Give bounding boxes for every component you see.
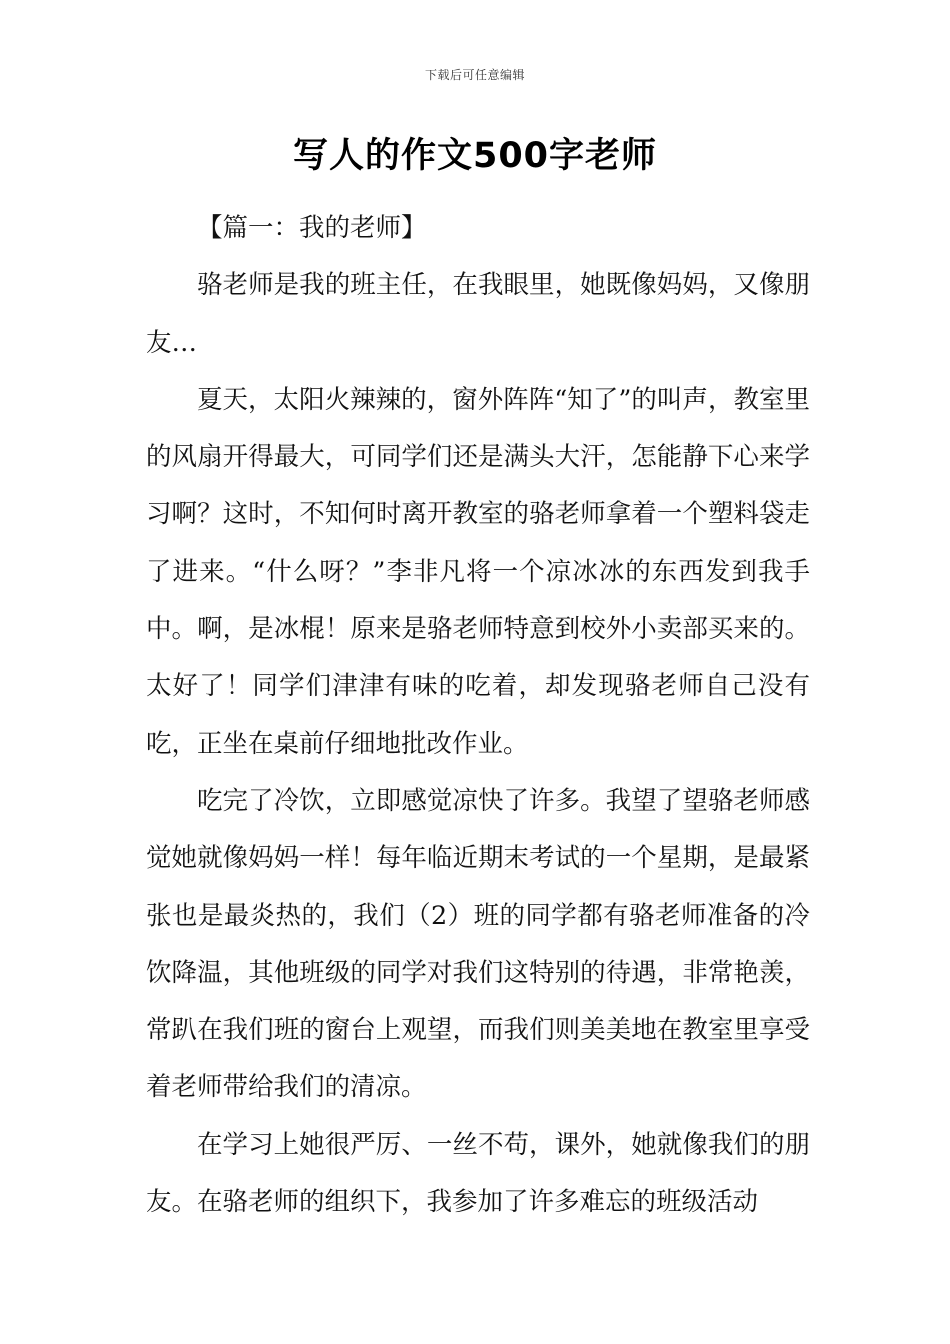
paragraph-4: 在学习上她很严厉、一丝不苟，课外，她就像我们的朋友。在骆老师的组织下，我参加了许多难忘的班级活动: [146, 1129, 810, 1218]
paragraph-2: 夏天，太阳火辣辣的，窗外阵阵“知了”的叫声，教室里的风扇开得最大，可同学们还是满头大汗，怎能静下心来学习啊？这时，不知何时离开教室的骆老师拿着一个塑料袋走了进来。“什么呀？”李非凡将一个凉冰冰的东西发到我手中。啊，是冰棍！原来是骆老师特意到校外小卖部买来的。太好了！同学们津津有味的吃着，却发现骆老师自己没有吃，正坐在桌前仔细地批改作业。: [146, 384, 810, 759]
document-title: 写人的作文500字老师: [292, 136, 658, 176]
paragraph-1: 骆老师是我的班主任，在我眼里，她既像妈妈，又像朋友…: [146, 270, 810, 358]
paragraph-3: 吃完了冷饮，立即感觉凉快了许多。我望了望骆老师感觉她就像妈妈一样！每年临近期末考试的一个星期，是最紧张也是最炎热的，我们（2）班的同学都有骆老师准备的冷饮降温，其他班级的同学对我们这特别的待遇，非常艳羡，常趴在我们班的窗台上观望，而我们则美美地在教室里享受着老师带给我们的清凉。: [146, 785, 810, 1103]
document-body: [146, 200, 810, 1231]
header-note: 下载后可任意编辑: [424, 68, 525, 82]
section-heading: 【篇一：我的老师】: [197, 213, 427, 243]
